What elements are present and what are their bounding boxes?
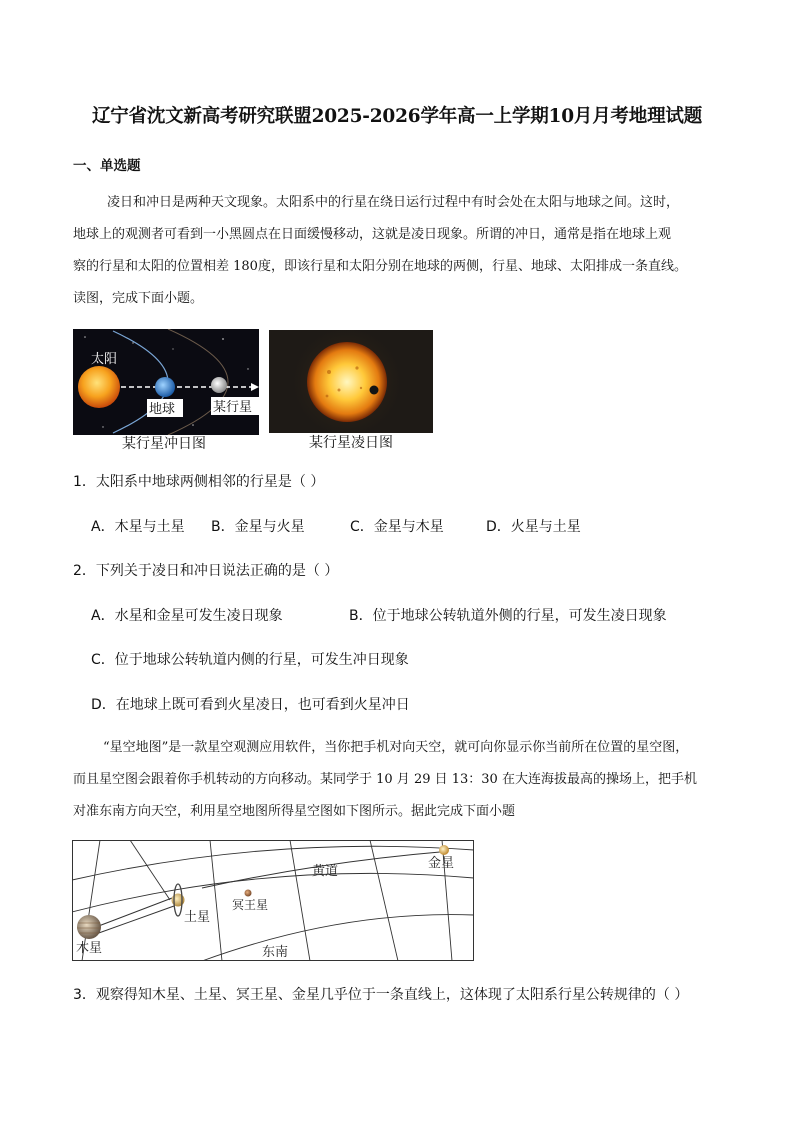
opposition-figure <box>73 329 259 435</box>
jupiter-label: 木星 <box>76 941 103 956</box>
planet-dot-icon <box>370 386 379 395</box>
star-map-figure <box>72 840 474 961</box>
planet-icon <box>211 377 227 393</box>
passage-1-line: 读图，完成下面小题。 <box>73 291 204 306</box>
earth-label: 地球 <box>149 402 176 417</box>
page-title: 辽宁省沈文新高考研究联盟2025-2026学年高一上学期10月月考地理试题 <box>91 106 702 127</box>
question-1-stem: 1．太阳系中地球两侧相邻的行星是（ ） <box>73 474 325 490</box>
ecliptic-label: 黄道 <box>312 864 339 879</box>
opposition-diagram <box>73 329 259 435</box>
question-1-option-c: C．金星与木星 <box>350 519 444 535</box>
transit-image <box>269 330 433 433</box>
pluto-icon <box>245 890 252 897</box>
earth-icon <box>155 377 175 397</box>
venus-label: 金星 <box>428 856 455 871</box>
planet-label: 某行星 <box>213 400 253 415</box>
passage-2 <box>73 732 723 828</box>
passage-2-line: “星空地图”是一款星空观测应用软件，当你把手机对向天空，就可向你显示你当前所在位置的星空图， <box>103 740 689 755</box>
section-heading: 一、单选题 <box>73 158 141 174</box>
transit-figure <box>269 330 433 433</box>
question-2-option-b: B．位于地球公转轨道外侧的行星，可发生凌日现象 <box>349 608 667 624</box>
pluto-label: 冥王星 <box>232 898 269 912</box>
question-2-option-a: A．水星和金星可发生凌日现象 <box>91 608 283 624</box>
direction-label: 东南 <box>262 945 289 960</box>
transit-caption: 某行星凌日图 <box>309 435 393 451</box>
sun-icon <box>78 366 120 408</box>
question-2-stem: 2．下列关于凌日和冲日说法正确的是（ ） <box>73 563 339 579</box>
jupiter-icon <box>77 915 101 939</box>
question-2-option-d: D．在地球上既可看到火星凌日，也可看到火星冲日 <box>91 697 410 713</box>
question-2-option-c: C．位于地球公转轨道内侧的行星，可发生冲日现象 <box>91 652 409 668</box>
passage-2-line: 对准东南方向天空，利用星空地图所得星空图如下图所示。据此完成下面小题 <box>73 804 516 819</box>
venus-icon <box>439 845 449 855</box>
passage-1 <box>73 187 723 315</box>
question-3-stem: 3．观察得知木星、土星、冥王星、金星几乎位于一条直线上，这体现了太阳系行星公转规律的（ ） <box>73 987 689 1003</box>
passage-2-line: 而且星空图会跟着你手机转动的方向移动。某同学于 10 月 29 日 13：30 在大连海拔最高的操场上，把手机 <box>73 772 697 787</box>
passage-1-line: 察的行星和太阳的位置相差 180度，即该行星和太阳分别在地球的两侧，行星、地球、太阳排成一条直线。 <box>73 259 687 274</box>
question-1-option-d: D．火星与土星 <box>486 519 581 535</box>
opposition-caption: 某行星冲日图 <box>122 436 206 452</box>
passage-1-line: 地球上的观测者可看到一小黑圆点在日面缓慢移动，这就是凌日现象。所谓的冲日，通常是指在地球上观 <box>73 227 672 242</box>
star-map <box>72 840 474 961</box>
sun-label: 太阳 <box>91 352 118 367</box>
passage-1-line: 凌日和冲日是两种天文现象。太阳系中的行星在绕日运行过程中有时会处在太阳与地球之间。这时， <box>107 195 680 210</box>
question-1-option-b: B．金星与火星 <box>211 519 305 535</box>
saturn-label: 土星 <box>184 910 211 925</box>
sun-icon <box>307 342 387 422</box>
question-1-option-a: A．木星与土星 <box>91 519 185 535</box>
